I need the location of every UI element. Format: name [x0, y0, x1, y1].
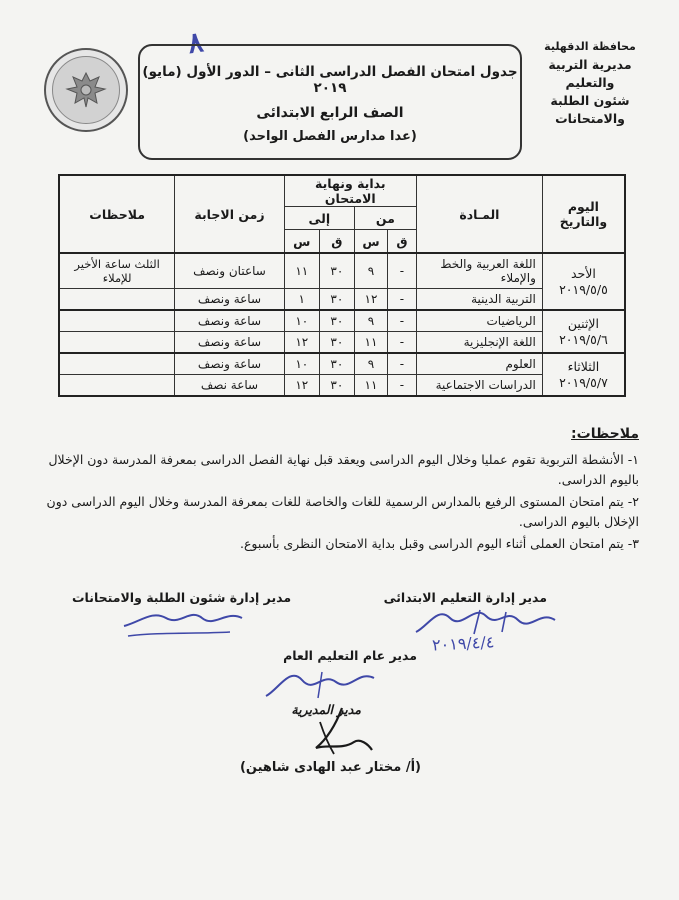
day-cell: [542, 253, 625, 310]
table-row: [59, 332, 625, 354]
directorate-manager-signature-icon: [298, 704, 378, 760]
to-minute-cell: ٣٠: [319, 332, 354, 354]
subject-header: المـادة: [416, 175, 542, 253]
to-hour-cell: ١٢: [284, 375, 319, 397]
remarks-header: ملاحظات: [59, 175, 175, 253]
to-minute-cell: ٣٠: [319, 289, 354, 311]
from-hour-cell: ٩: [354, 353, 387, 375]
to-hour-cell: ١١: [284, 253, 319, 289]
to-minute-cell: ٣٠: [319, 375, 354, 397]
from-hour-cell: ٩: [354, 253, 387, 289]
from-hour-header: س: [354, 230, 387, 254]
day-name: الإثنين: [567, 315, 599, 331]
primary-manager-label: مدير إدارة التعليم الابتدائى: [383, 590, 547, 605]
from-hour-cell: ٩: [354, 310, 387, 332]
duration-cell: ساعتان ونصف: [175, 253, 284, 289]
from-minute-cell: -: [387, 289, 416, 311]
from-minute-cell: -: [387, 353, 416, 375]
day-cell: [542, 310, 625, 353]
ministry-emblem-logo: [44, 48, 128, 132]
affairs-manager-label: مدير إدارة شئون الطلبة والامتحانات: [72, 590, 292, 605]
from-header: من: [354, 207, 416, 230]
from-hour-cell: ١١: [354, 332, 387, 354]
affairs-manager-signature-icon: [118, 606, 248, 646]
to-minute-cell: ٣٠: [319, 310, 354, 332]
page-number-mark: ٨: [185, 25, 206, 60]
duration-cell: ساعة ونصف: [175, 353, 284, 375]
to-hour-cell: ١٠: [284, 353, 319, 375]
subject-cell: العلوم: [416, 353, 542, 375]
to-hour-cell: ١٠: [284, 310, 319, 332]
notes-heading: ملاحظات:: [571, 426, 639, 442]
grade-title: الصف الرابع الابتدائى: [256, 105, 404, 121]
duration-cell: ساعة نصف: [175, 375, 284, 397]
from-hour-cell: ١٢: [354, 289, 387, 311]
from-minute-header: ق: [387, 230, 416, 254]
signature-date: ٢٠١٩/٤/٤: [431, 632, 495, 655]
day-date: ٢٠١٩/٥/٧: [559, 374, 608, 390]
exam-schedule-table: [58, 174, 626, 397]
table-row: [59, 253, 625, 289]
from-minute-cell: -: [387, 310, 416, 332]
duration-header: زمن الاجابة: [175, 175, 284, 253]
to-minute-cell: ٣٠: [319, 353, 354, 375]
remark-cell: [59, 375, 175, 397]
from-minute-cell: -: [387, 332, 416, 354]
table-row: [59, 375, 625, 397]
issuer-block: [531, 38, 649, 128]
note-item: ٢- يتم امتحان المستوى الرفيع بالمدارس الرسمية للغات والخاصة للغات بمعرفة المدرسة وخلال اليوم الدراسى دون الإخلال باليوم الدراسى.: [46, 494, 639, 529]
remark-cell: [59, 332, 175, 354]
directorate-label: مديرية التربية والتعليم: [548, 57, 632, 90]
notes-section: [39, 426, 639, 554]
from-minute-cell: -: [387, 375, 416, 397]
to-minute-cell: ٣٠: [319, 253, 354, 289]
day-name: الثلاثاء: [567, 358, 600, 374]
subject-cell: اللغة الإنجليزية: [416, 332, 542, 354]
to-hour-cell: ١: [284, 289, 319, 311]
subject-cell: الرياضيات: [416, 310, 542, 332]
subject-cell: الدراسات الاجتماعية: [416, 375, 542, 397]
general-manager-signature-icon: [262, 668, 382, 704]
from-minute-cell: -: [387, 253, 416, 289]
directorate-manager-name: (أ/ مختار عبد الهادى شاهين): [239, 760, 421, 775]
note-item: ١- الأنشطة التربوية تقوم عمليا وخلال اليوم الدراسى ويعقد قبل نهاية الفصل الدراسى بمعرفة المدرسة دون الإخلال باليوم الدراسى.: [48, 452, 639, 487]
day-name: الأحد: [570, 265, 596, 281]
title-box: [138, 44, 522, 160]
to-header: إلى: [284, 207, 354, 230]
eagle-icon: [61, 65, 111, 115]
remark-cell: الثلث ساعة الأخير للإملاء: [59, 253, 175, 289]
exception-title: (عدا مدارس الفصل الواحد): [243, 129, 417, 144]
from-hour-cell: ١١: [354, 375, 387, 397]
remark-cell: [59, 310, 175, 332]
start-end-header: بداية ونهاية الامتحان: [284, 175, 416, 207]
table-row: [59, 289, 625, 311]
table-row: [59, 310, 625, 332]
day-cell: [542, 353, 625, 396]
day-date: ٢٠١٩/٥/٦: [559, 331, 608, 347]
to-hour-header: س: [284, 230, 319, 254]
to-hour-cell: ١٢: [284, 332, 319, 354]
table-row: [59, 353, 625, 375]
department-label: شئون الطلبة والامتحانات: [550, 93, 630, 126]
directorate-manager-label: مدير المديرية: [291, 702, 361, 717]
general-manager-label: مدير عام التعليم العام: [283, 648, 417, 663]
duration-cell: ساعة ونصف: [175, 289, 284, 311]
note-item: ٣- يتم امتحان العملى أثناء اليوم الدراسى وقبل بداية الامتحان النظرى بأسبوع.: [240, 536, 639, 551]
subject-cell: التربية الدينية: [416, 289, 542, 311]
schedule-title: جدول امتحان الفصل الدراسى الثانى – الدور الأول (مايو) ٢٠١٩: [142, 64, 518, 96]
governorate-label: محافظة الدقهلية: [544, 40, 636, 53]
subject-cell: اللغة العربية والخط والإملاء: [416, 253, 542, 289]
to-minute-header: ق: [319, 230, 354, 254]
day-date: ٢٠١٩/٥/٥: [559, 281, 608, 297]
remark-cell: [59, 289, 175, 311]
day-date-header: اليوم والتاريخ: [542, 175, 625, 253]
duration-cell: ساعة ونصف: [175, 332, 284, 354]
duration-cell: ساعة ونصف: [175, 310, 284, 332]
remark-cell: [59, 353, 175, 375]
